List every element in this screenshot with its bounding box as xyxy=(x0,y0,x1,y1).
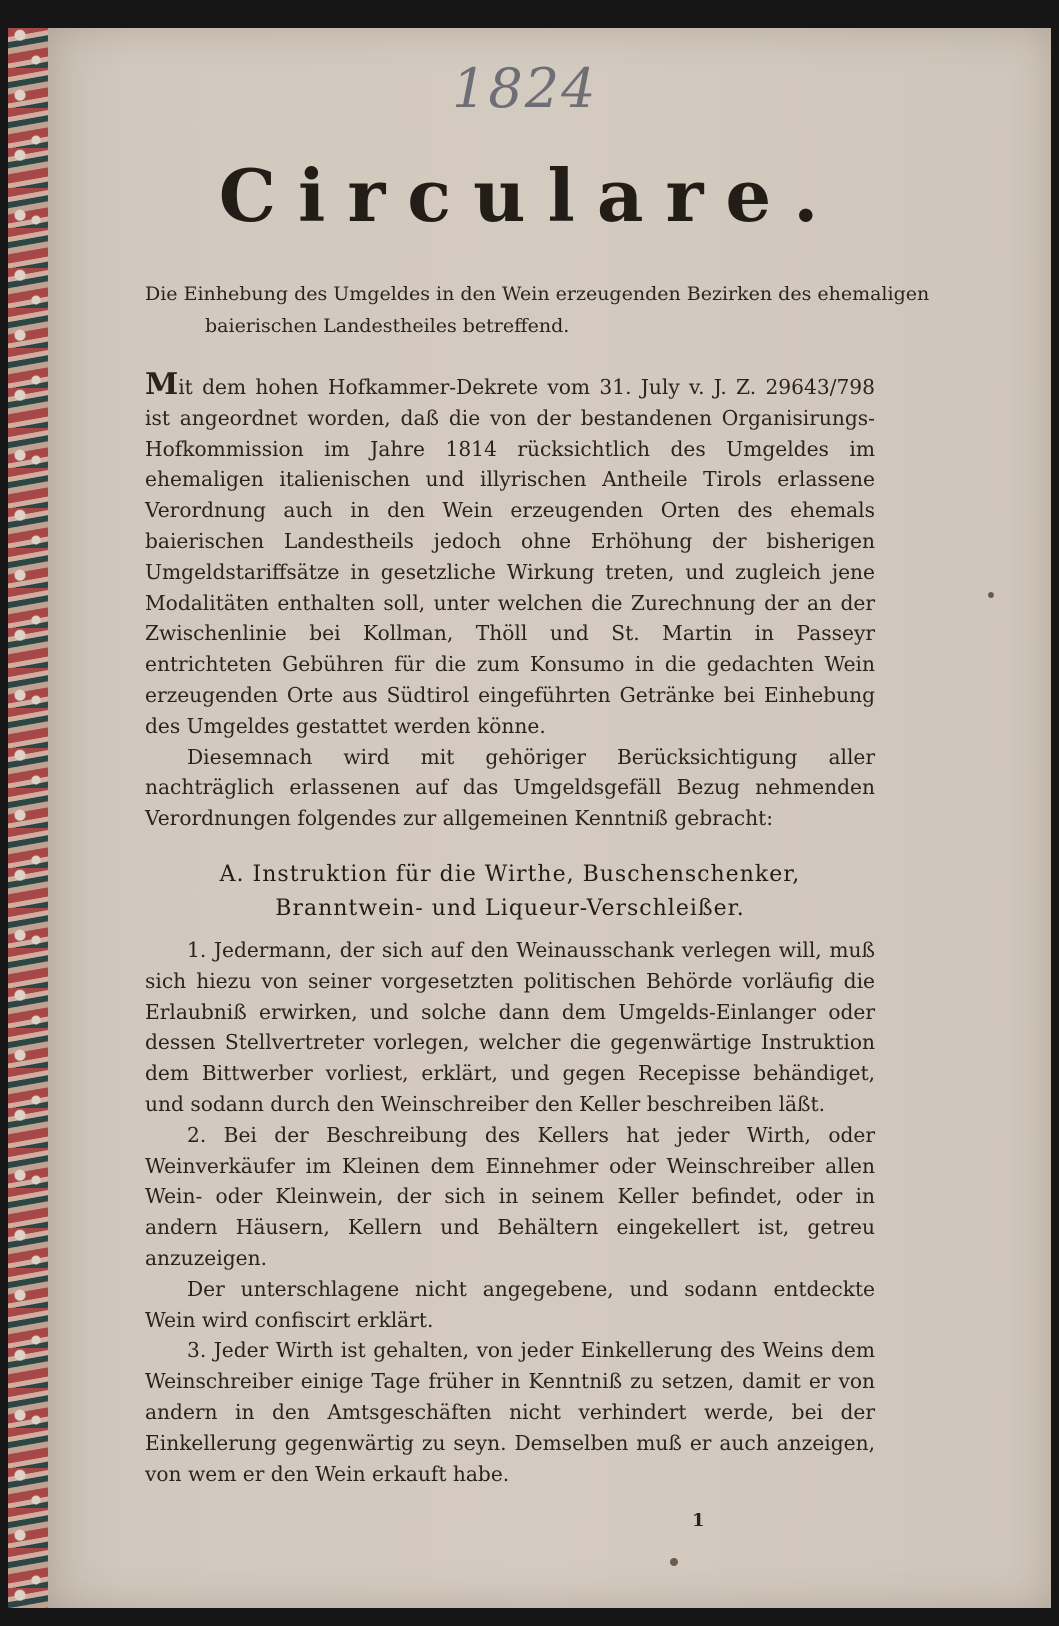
instruction-items xyxy=(145,935,875,1489)
paragraph-2: Diesemnach wird mit gehöriger Berücksichtigung aller nachträglich erlassenen auf das Umgeldsgefäll Bezug nehmenden Verordnungen folgendes zur allgemeinen Kenntniß gebracht: xyxy=(145,744,875,831)
item-3: 3. Jeder Wirth ist gehalten, von jeder Einkellerung des Weins dem Weinschreiber einige Tage früher in Kenntniß zu setzen, damit er von andern in den Amtsgeschäften nicht verhindert werde, bei der Einkellerung gegenwärtig zu seyn. Demselben muß er auch anzeigen, von wem er den Wein erkauft habe. xyxy=(145,1338,875,1486)
item-2: 2. Bei der Beschreibung des Kellers hat jeder Wirth, oder Weinverkäufer im Kleinen dem Einnehmer oder Weinschreiber allen Wein- oder Kleinwein, der sich in seinem Keller befindet, oder in andern Häusern, Kellern und Behältern eingekellert ist, getreu anzuzeigen. xyxy=(145,1122,875,1270)
document-title: Circulare. xyxy=(218,153,841,238)
intro-text: it dem hohen Hofkammer-Dekrete vom 31. July v. J. Z. 29643/798 ist angeordnet worden, daß die von der bestandenen Organisirungs-Hofkommission im Jahre 1814 rücksichtlich des Umgeldes im ehemaligen italienischen und illyrischen Antheile Tirols erlassene Verordnung auch in den Wein erzeugenden Orten des ehemals baierischen Landestheils jedoch ohne Erhöhung der bisherigen Umgeldstariffsätze in gesetzliche Wirkung treten, und zugleich jene Modalitäten enthalten soll, unter welchen die Zurechnung der an der Zwischenlinie bei Kollman, Thöll und St. Martin in Passeyr entrichteten Gebühren für die zum Konsumo in die gedachten Wein erzeugenden Orte aus Südtirol eingeführten Getränke bei Einhebung des Umgeldes gestattet werden könne. xyxy=(145,375,875,738)
page-number: 1 xyxy=(692,1510,705,1531)
intro-paragraph xyxy=(145,367,875,742)
paper-spot xyxy=(670,1558,678,1566)
handwritten-year: 1824 xyxy=(452,57,598,120)
section-a-heading: A. Instruktion für die Wirthe, Buschenschenker, Branntwein- und Liqueur-Verschleißer. xyxy=(219,862,801,921)
paper-spot xyxy=(988,592,994,598)
initial-letter: M xyxy=(145,367,179,402)
body-text xyxy=(145,367,875,834)
marbled-paper-edge xyxy=(8,28,48,1608)
item-1: 1. Jedermann, der sich auf den Weinausschank verlegen will, muß sich hiezu von seiner vorgesetzten politischen Behörde vorläufig die Erlaubniß erwirken, und solche dann dem Umgelds-Einlanger oder dessen Stellvertreter vorlegen, welcher die gegenwärtige Instruktion dem Bittwerber vorliest, erklärt, und gegen Recepisse behändiget, und sodann durch den Weinschreiber den Keller beschreiben läßt. xyxy=(145,938,875,1116)
item-2-note: Der unterschlagene nicht angegebene, und sodann entdeckte Wein wird confiscirt erklärt. xyxy=(145,1276,875,1332)
subject-line: Die Einhebung des Umgeldes in den Wein erzeugenden Bezirken des ehemaligen baierischen Landestheiles betreffend. xyxy=(145,283,930,337)
